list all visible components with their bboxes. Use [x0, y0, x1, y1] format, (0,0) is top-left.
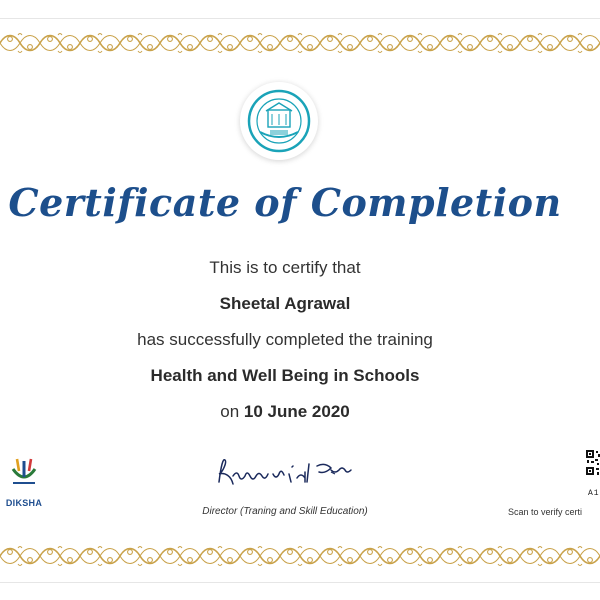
signer-title: Director (Traning and Skill Education) — [202, 506, 368, 517]
ornamental-border-top — [0, 30, 600, 56]
course-name: Health and Well Being in Schools — [150, 366, 420, 385]
certify-text: This is to certify that — [209, 258, 361, 277]
cbse-emblem-icon — [240, 82, 318, 160]
director-signature — [213, 452, 363, 497]
qr-code-text: A1 — [588, 489, 600, 498]
completion-date-line — [0, 402, 570, 422]
diksha-logo — [0, 455, 48, 508]
ornamental-border-bottom — [0, 543, 600, 569]
recipient-name: Sheetal Agrawal — [219, 294, 351, 313]
frame-top-line — [0, 18, 600, 19]
certificate-title: Certificate of Completion — [8, 180, 562, 225]
verify-text: Scan to verify certi — [508, 507, 583, 517]
qr-code-icon[interactable] — [585, 449, 600, 477]
diksha-label: DIKSHA — [5, 498, 43, 508]
completion-date: 10 June 2020 — [243, 402, 350, 421]
completion-text: has successfully completed the training — [137, 330, 433, 349]
date-prefix: on — [220, 402, 240, 421]
diksha-logo-icon — [7, 455, 41, 491]
frame-bottom-line — [0, 582, 600, 583]
